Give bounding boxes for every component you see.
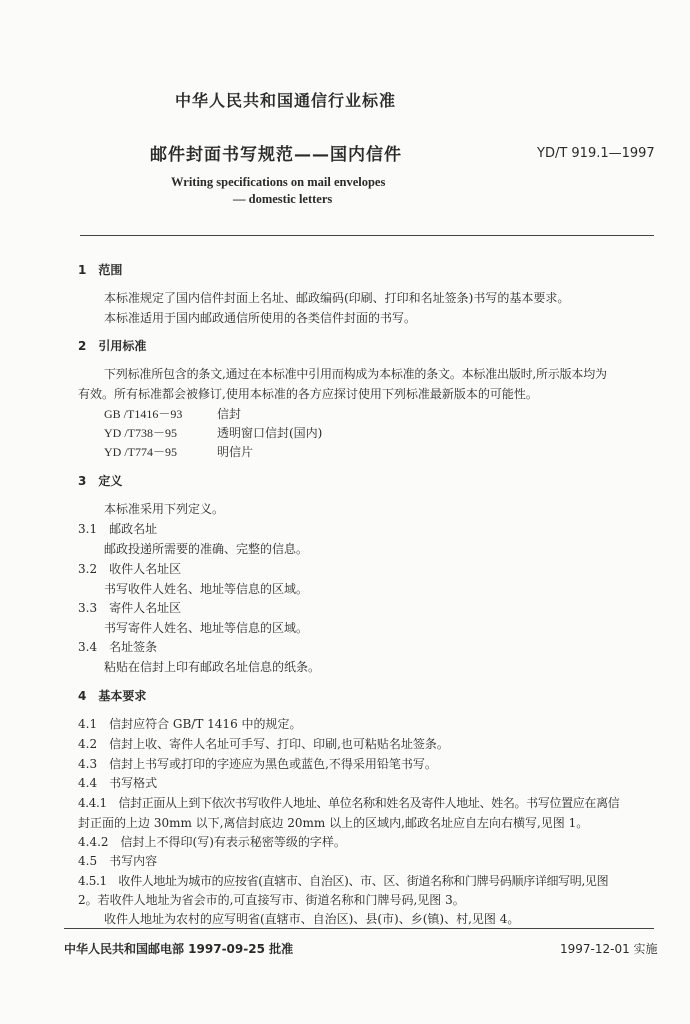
section-3-intro: 本标准采用下列定义。 [104,502,225,516]
definition-3-2-text: 书写收件人姓名、地址等信息的区域。 [104,582,309,596]
requirement-4-1: 4.1 信封应符合 GB/T 1416 中的规定。 [78,717,302,731]
section-4-heading: 4 基本要求 [78,689,147,703]
section-1-paragraph-2: 本标准适用于国内邮政通信所使用的各类信件封面的书写。 [104,311,417,325]
definition-3-3-title: 3.3 寄件人名址区 [78,601,182,615]
standard-number: YD/T 919.1—1997 [537,146,655,161]
section-1-paragraph-1: 本标准规定了国内信件封面上名址、邮政编码(印刷、打印和名址签条)书写的基本要求。 [104,291,570,305]
requirement-4-5-1-line-3: 收件人地址为农村的应写明省(直辖市、自治区)、县(市)、乡(镇)、村,见图 4。 [104,912,520,926]
section-2-paragraph-line-1: 下列标准所包含的条文,通过在本标准中引用而构成为本标准的条文。本标准出版时,所示版本均为 [104,367,607,381]
header-divider [80,235,654,236]
requirement-4-5-1-line-1: 4.5.1 收件人地址为城市的应按省(直辖市、自治区)、市、区、街道名称和门牌号码顺序详细写明,见图 [78,874,609,888]
issuing-organization: 中华人民共和国通信行业标准 [175,91,397,110]
definition-3-1-title: 3.1 邮政名址 [78,522,158,536]
reference-name: 明信片 [217,445,254,459]
definition-3-1-text: 邮政投递所需要的准确、完整的信息。 [104,542,309,556]
requirement-4-4-1-line-1: 4.4.1 信封正面从上到下依次书写收件人地址、单位名称和姓名及寄件人地址、姓名。书写位置应在离信 [78,796,620,810]
approval-line: 中华人民共和国邮电部 1997-09-25 批准 [64,942,294,956]
effective-date: 1997-12-01 实施 [560,942,658,956]
reference-name: 透明窗口信封(国内) [217,426,323,440]
definition-3-2-title: 3.2 收件人名址区 [78,562,182,576]
definition-3-3-text: 书写寄件人姓名、地址等信息的区域。 [104,621,309,635]
requirement-4-2: 4.2 信封上收、寄件人名址可手写、打印、印刷,也可粘贴名址签条。 [78,737,449,751]
requirement-4-4-2: 4.4.2 信封上不得印(写)有表示秘密等级的字样。 [78,835,346,849]
standard-title: 邮件封面书写规范——国内信件 [150,145,402,165]
section-2-heading: 2 引用标准 [78,339,147,353]
requirement-4-3: 4.3 信封上书写或打印的字迹应为黑色或蓝色,不得采用铅笔书写。 [78,757,437,771]
definition-3-4-text: 粘贴在信封上印有邮政名址信息的纸条。 [104,660,321,674]
english-title-line-1: Writing specifications on mail envelopes [171,175,386,189]
reference-name: 信封 [217,407,242,421]
reference-code: YD /T774－95 [104,445,177,459]
footer-divider [64,928,654,929]
reference-code: GB /T1416－93 [104,407,183,421]
english-title-line-2: — domestic letters [233,192,333,206]
section-3-heading: 3 定义 [78,474,123,488]
reference-code: YD /T738－95 [104,426,177,440]
requirement-4-5: 4.5 书写内容 [78,854,158,868]
definition-3-4-title: 3.4 名址签条 [78,640,158,654]
section-1-heading: 1 范围 [78,263,123,277]
requirement-4-5-1-line-2: 2。若收件人地址为省会市的,可直接写市、街道名称和门牌号码,见图 3。 [78,893,465,907]
section-2-paragraph-line-2: 有效。所有标准都会被修订,使用本标准的各方应探讨使用下列标准最新版本的可能性。 [78,387,538,401]
requirement-4-4-1-line-2: 封正面的上边 30mm 以下,离信封底边 20mm 以上的区域内,邮政名址应自左向右横写,见图 1。 [78,816,589,830]
requirement-4-4: 4.4 书写格式 [78,776,158,790]
